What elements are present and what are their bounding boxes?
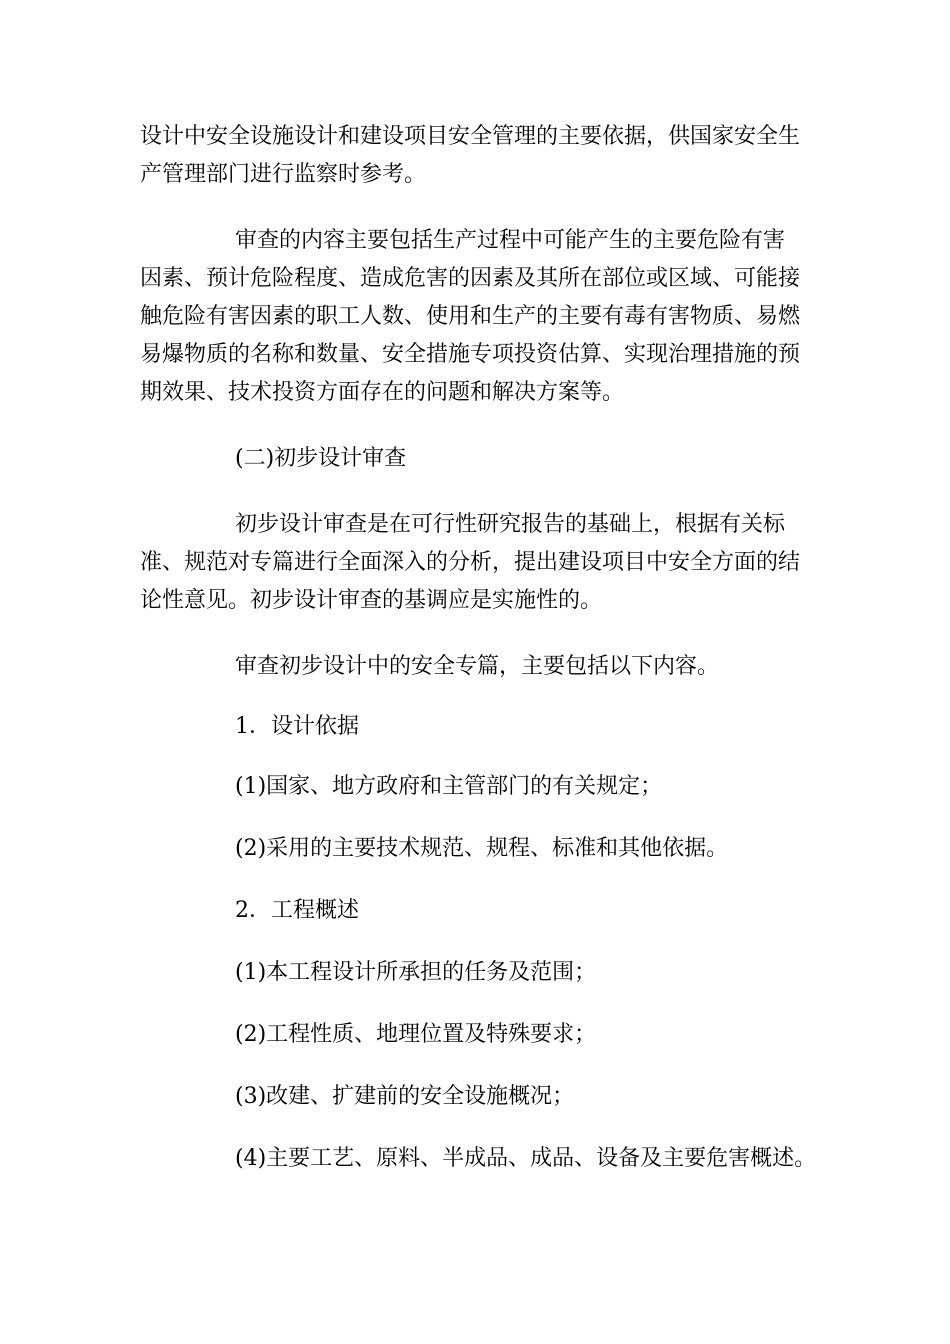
- section-2-item-1: (1)本工程设计所承担的任务及范围；: [235, 960, 597, 985]
- paragraph-1-line-2: 产管理部门进行监察时参考。: [140, 162, 427, 187]
- paragraph-2-line-5: 期效果、技术投资方面存在的问题和解决方案等。: [140, 380, 625, 405]
- section-1-title: 1．设计依据: [235, 714, 359, 739]
- paragraph-2-line-1: 审查的内容主要包括生产过程中可能产生的主要危险有害: [235, 228, 786, 253]
- paragraph-3-line-1: 初步设计审查是在可行性研究报告的基础上，根据有关标: [235, 512, 786, 537]
- paragraph-2-line-3: 触危险有害因素的职工人数、使用和生产的主要有毒有害物质、易燃: [140, 304, 801, 329]
- paragraph-3-line-3: 论性意见。初步设计审查的基调应是实施性的。: [140, 588, 603, 613]
- section-1-item-1: (1)国家、地方政府和主管部门的有关规定；: [235, 774, 663, 799]
- paragraph-4: 审查初步设计中的安全专篇，主要包括以下内容。: [235, 654, 720, 679]
- paragraph-1-line-1: 设计中安全设施设计和建设项目安全管理的主要依据，供国家安全生: [140, 124, 801, 149]
- section-1-item-2: (2)采用的主要技术规范、规程、标准和其他依据。: [235, 836, 729, 861]
- section-2-item-3: (3)改建、扩建前的安全设施概况；: [235, 1084, 575, 1109]
- section-2-item-4: (4)主要工艺、原料、半成品、成品、设备及主要危害概述。: [235, 1146, 817, 1171]
- section-2-title: 2．工程概述: [235, 898, 359, 923]
- section-heading-preliminary-design-review: (二)初步设计审查: [235, 446, 407, 471]
- paragraph-3-line-2: 准、规范对专篇进行全面深入的分析，提出建设项目中安全方面的结: [140, 550, 801, 575]
- section-2-item-2: (2)工程性质、地理位置及特殊要求；: [235, 1022, 597, 1047]
- paragraph-2-line-4: 易爆物质的名称和数量、安全措施专项投资估算、实现治理措施的预: [140, 342, 801, 367]
- paragraph-2-line-2: 因素、预计危险程度、造成危害的因素及其所在部位或区域、可能接: [140, 266, 801, 291]
